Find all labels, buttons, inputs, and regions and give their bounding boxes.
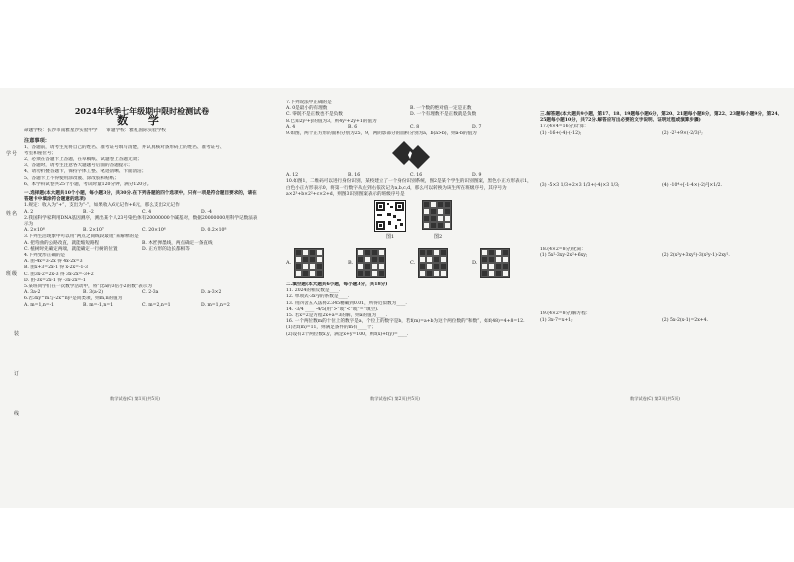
option: B. m=-1,n=1 xyxy=(83,302,114,308)
question-7-options-row2 xyxy=(286,112,534,118)
page-2-footer: 数学试卷(C) 第2页(共5页) xyxy=(370,396,420,401)
question-17-part-2: (2) -2²+9×(-2/3)²; xyxy=(662,130,703,136)
question-19-part-1: (1) 3x-7=x+1; xyxy=(540,317,573,323)
question-5: 5.某班同学们在一次数学活动中，将“比a的3倍小2的数”表示为 xyxy=(24,284,152,290)
question-9-figure-area xyxy=(286,137,534,173)
question-16-part-1: (1)若f(m)=11，则满足条件的m有____个； xyxy=(286,325,376,331)
question-6-options xyxy=(24,303,260,309)
notice-item: 1、答题前，请考生先将自己的姓名、准考证号填写清楚，并认真核对条形码上的姓名、准考证号、 xyxy=(24,144,225,150)
notice-item: 考室和座位号； xyxy=(24,150,57,156)
notice-item: 6、本学科试卷共25个小题，考试时量120分钟，满分120分。 xyxy=(24,181,152,187)
option: B. 3(a-2) xyxy=(83,290,104,296)
page-2 xyxy=(286,100,534,338)
identification-grid-figure-2 xyxy=(422,200,452,230)
question-11: 11. 2024的相反数是____. xyxy=(286,288,341,294)
notice-item: 4、请勿折叠答题卡，保持字体工整、笔迹清晰、卡面清洁； xyxy=(24,169,147,175)
option-d-grid xyxy=(480,248,510,278)
question-17-row1 xyxy=(540,131,784,137)
option: C. 零既不是正数也不是负数 xyxy=(286,112,343,118)
question-16-part-2: (2)设有2个两位数x,y，满足x+y=100，则f(x)+f(y)=____. xyxy=(286,331,409,337)
option: B. -2 xyxy=(83,209,94,215)
question-3: 3.下列生活现象中可以用“两点之间线段最短”来解释的是 xyxy=(24,234,139,240)
option: A. m=1,n=-1 xyxy=(24,302,55,308)
page-3 xyxy=(540,112,784,324)
question-19: 19.(4×2=8分)解方程： xyxy=(540,311,591,317)
option: A. 2×10⁸ xyxy=(24,228,45,234)
option: A. 4 xyxy=(286,124,296,130)
page-1 xyxy=(24,96,260,309)
overlapping-squares-figure xyxy=(390,139,432,173)
option: D. 9 xyxy=(472,173,482,179)
figure-1-caption: 图1 xyxy=(386,234,395,241)
option: A. 12 xyxy=(286,173,299,179)
question-1-options xyxy=(24,210,260,216)
question-17-part-3: (3) -5×3 1/3+2×3 1/3+(-4)×3 1/3; xyxy=(540,182,620,188)
setter-school: 命题学校：长沙市南雅星沙实验中学 xyxy=(24,128,98,134)
option: D. 7 xyxy=(472,124,482,130)
notice-heading: 注意事项： xyxy=(24,138,50,145)
section-choice-heading: 一.选择题(本大题共10个小题，每小题3分，共30分.在下列各题的四个选项中，只有一项是符合题目要求的，请在答题卡中填涂符合题意的选项) xyxy=(24,191,257,203)
option: B. 2×10⁷ xyxy=(83,228,104,234)
option-a-grid xyxy=(294,248,324,278)
notice-item: 3、答题时，请考生注意各大题题号后面的答题提示； xyxy=(24,163,133,169)
question-17: 17.(4×4=16分)计算： xyxy=(540,124,589,130)
option: C. 16 xyxy=(410,173,423,179)
exam-title: 2024年秋季七年级期中限时检测试卷 xyxy=(74,106,210,116)
question-17-part-4: (4) -10⁴÷[-1-4×(-2)²]×1/2. xyxy=(662,182,723,188)
question-8: 8.已知2y²+y的值为3，则4y²+2y+1的值为 xyxy=(286,118,377,124)
margin-label: 学号 xyxy=(6,151,19,157)
option: C. 8 xyxy=(410,124,420,130)
question-10-option-figures xyxy=(286,248,534,282)
margin-label: 装 xyxy=(14,331,21,337)
option: D. m=1,n=2 xyxy=(201,302,230,308)
option: D. -4 xyxy=(201,209,212,215)
option: A. 由-4x=3-2x 得 4x-2x=3 xyxy=(24,259,83,265)
option: B. 6 xyxy=(348,124,358,130)
school-line xyxy=(24,128,260,134)
question-17-row2 xyxy=(540,183,784,189)
option: D. 正方形的边长都相等 xyxy=(142,246,190,252)
option: A. 0是最小的有理数 xyxy=(286,106,328,112)
question-14: 14. -3/4 ____ -4/5(用“>”或“<”或“=”填空). xyxy=(286,306,379,312)
section-fill-heading: 二.填空题(本大题共6小题，每小题3分，共18分) xyxy=(286,282,388,288)
option: B. 一个数的绝对值一定是正数 xyxy=(410,106,472,112)
option: C. 4 xyxy=(142,209,152,215)
option: B. 16 xyxy=(348,173,361,179)
question-19-row xyxy=(540,318,784,324)
option: D. 一个有理数不是正数就是负数 xyxy=(410,112,477,118)
question-19-part-2: (2) 5x-2(x-1)=2x+4. xyxy=(662,317,709,323)
answer-space xyxy=(540,137,784,183)
option-c-grid xyxy=(418,248,448,278)
question-10: 10.如图1，二维码可以进行身份识别，某校建立了一个身份识别系统，图2是某个学生的识别图案，黑色小正方形表示1，白色小正方形表示0，将第一行数字从左到右依次记为a,b,c,d，那么可以转换为该生所在班级序号，其序号为a×2³+b×2²+c×2+d，则图3识别图案表示的班级序号是 xyxy=(286,179,532,197)
page-3-footer: 数学试卷(C) 第3页(共5页) xyxy=(630,396,680,401)
margin-label: 班级 xyxy=(6,271,19,277)
option: A. 把弯曲的公路改直，就能缩短路程 xyxy=(24,240,100,246)
page-1-footer: 数学试卷(C) 第1页(共5页) xyxy=(110,396,160,401)
option-label: A. xyxy=(286,260,292,267)
option-b-grid xyxy=(356,248,386,278)
question-17-part-1: (1) -16+(-4)-(-12); xyxy=(540,130,582,136)
question-9: 9.如图，两个正方形的面积分别为25，9，两阴影部分的面积分别为a，b(a>b)，则a-b的值为 xyxy=(286,131,477,137)
question-18-part-2: (2) 2(x²y+3xy²)-3(x²y-1)-2xy². xyxy=(662,253,730,259)
answer-space xyxy=(540,259,784,311)
binding-margin xyxy=(4,150,22,480)
notice-item: 2、必须在答题卡上答题，在草稿纸、试题卷上答题无效； xyxy=(24,157,142,163)
option: A. 2 xyxy=(24,209,34,215)
question-15: 15. 若x=2是方程2x+a=3的解，则a的值为____. xyxy=(286,313,387,319)
option: B. 木匠弹墨线，两点确定一条直线 xyxy=(142,240,213,246)
margin-label: 姓名 xyxy=(6,211,19,217)
question-4: 4.下列变形正确的是 xyxy=(24,253,66,259)
answer-space xyxy=(540,189,784,247)
margin-label: 订 xyxy=(14,371,21,377)
option: C. 植树时先确定两端，就能确定一行树的位置 xyxy=(24,246,118,252)
reviewer-school: 审题学校：雅礼国际实验学校 xyxy=(106,128,167,134)
option: C. m=2,n=1 xyxy=(142,302,171,308)
margin-label: 线 xyxy=(14,411,21,417)
question-18-part-1: (1) 5x²-3xy-2x²+6xy; xyxy=(540,253,588,259)
option-label: B. xyxy=(348,260,354,267)
question-13: 13. 用四舍五入法将2.345精确到0.01，所得近似数为____. xyxy=(286,300,407,306)
option: D. a-3×2 xyxy=(201,290,222,296)
section-solve-heading: 三.解答题(本大题共9小题，第17、18、19题每小题6分，第20、21题每小题8分，第22、23题每小题9分，第24、25题每小题10分，共72分.解答应写出必要的文字说明、证明过程或演算步骤) xyxy=(540,112,783,124)
question-10-figures xyxy=(286,198,534,248)
question-1: 1.规定：收入为“+”，支出为“-”，如果收入6元记作+6元，那么支出2元记作 xyxy=(24,203,180,209)
option: D. 0.2×10⁸ xyxy=(201,228,227,234)
option: A. 3a-2 xyxy=(24,290,41,296)
question-18: 18.(4×2=8分)化简： xyxy=(540,247,586,253)
option: B. 由x+3=2x-1 得 x-2x=-1-3 xyxy=(24,265,88,271)
question-18-row xyxy=(540,253,784,259)
figure-2-caption: 图2 xyxy=(434,234,443,241)
option: C. 由3x-2=2x-3 得 3x-2x=-3+2 xyxy=(24,271,94,277)
option-label: C. xyxy=(410,260,416,267)
question-16: 16. 一个两位数m的十位上的数字是a，个位上的数字是b，若f(m)=a+b为这个两位数的“和数”，如f(48)=4+8=12. xyxy=(286,319,525,325)
qr-code-icon xyxy=(375,201,405,231)
option: C. 20×10⁶ xyxy=(142,228,166,234)
qr-code-figure xyxy=(374,200,406,232)
option: D. 由-3x=2x-1 得 -3x-2x=-1 xyxy=(24,277,86,283)
option-label: D. xyxy=(472,260,478,267)
subject-title: 数 学 xyxy=(117,114,167,127)
notice-item: 5、答题卡上不得使用涂改液、涂改胶和贴纸； xyxy=(24,175,119,181)
question-6: 6.若3xy^m与-2x^ny²是同类项，则m,n的值为 xyxy=(24,296,123,302)
question-7: 7.下列说法中正确的是 xyxy=(286,100,332,105)
question-2: 2.我国科学家利用DNA基因测序，测出某个人23号染色体有20000000个碱基对，数据20000000用科学记数法表示为 xyxy=(24,215,258,228)
question-12: 12. 单项式-3x²y的系数是____. xyxy=(286,294,350,300)
option: C. 2-3a xyxy=(142,290,159,296)
